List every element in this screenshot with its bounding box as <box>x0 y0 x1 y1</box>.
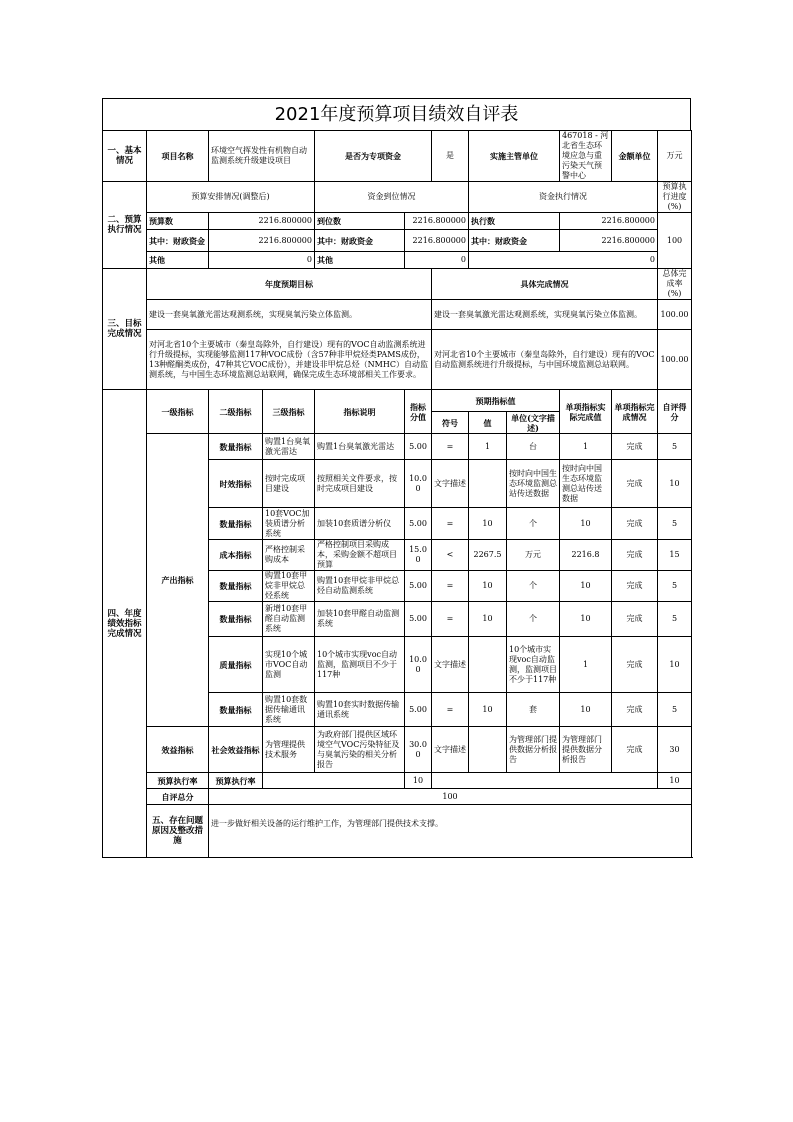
arrived-fiscal-value: 2216.800000 <box>405 230 469 252</box>
arrived-other-value: 0 <box>405 252 469 269</box>
sheet-title: 2021年度预算项目绩效自评表 <box>102 98 691 130</box>
perf-l3: 实现10个城市VOC自动监测 <box>263 637 315 693</box>
perf-status: 完成 <box>612 602 658 637</box>
perf-symbol: < <box>432 540 469 571</box>
perf-symbol: 文字描述 <box>432 727 469 773</box>
perf-l2: 数量指标 <box>209 508 263 540</box>
perf-symbol: 文字描述 <box>432 460 469 508</box>
perf-status: 完成 <box>612 508 658 540</box>
perf-value: 10 <box>469 571 507 602</box>
perf-exec-rate-score: 10 <box>405 773 432 789</box>
perf-self: 15 <box>658 540 692 571</box>
perf-l2: 质量指标 <box>209 637 263 693</box>
goals-section-label: 三、目标完成情况 <box>103 269 147 390</box>
perf-status: 完成 <box>612 727 658 773</box>
perf-l3: 购置10套甲烷非甲烷总烃系统 <box>263 571 315 602</box>
arrived-other-label: 其他 <box>315 252 405 269</box>
perf-status: 完成 <box>612 540 658 571</box>
exec-total-value: 2216.800000 <box>560 213 658 230</box>
perf-l2-header: 二级指标 <box>209 390 263 434</box>
perf-value: 1 <box>469 434 507 460</box>
issues-text: 进一步做好相关设备的运行维护工作，为管理部门提供技术支撑。 <box>209 805 692 858</box>
dept-label: 实施主管单位 <box>469 131 560 182</box>
goal-expected: 建设一套臭氧激光雷达观测系统，实现臭氧污染立体监测。 <box>147 300 432 330</box>
goal-actual: 对河北省10个主要城市（秦皇岛除外，自行建设）现有的VOC自动监测系统进行升级提标，与中国环境监测总站联网。 <box>432 330 658 390</box>
perf-value: 10 <box>469 693 507 727</box>
budget-header-row <box>103 182 692 213</box>
perf-self: 5 <box>658 508 692 540</box>
issues-row <box>103 805 692 858</box>
perf-score: 5.00 <box>405 693 432 727</box>
basic-info-row <box>103 131 692 182</box>
perf-value: 10 <box>469 508 507 540</box>
arrived-total-value: 2216.800000 <box>405 213 469 230</box>
perf-actual: 10 <box>560 508 612 540</box>
perf-symbol: = <box>432 602 469 637</box>
perf-score: 10.00 <box>405 637 432 693</box>
perf-l3: 10套VOC加装质谱分析系统 <box>263 508 315 540</box>
perf-symbol: = <box>432 508 469 540</box>
perf-value-header: 值 <box>469 412 507 434</box>
budget-arrangement-header: 预算安排情况(调整后) <box>147 182 315 213</box>
goal-actual: 建设一套臭氧激光雷达观测系统，实现臭氧污染立体监测。 <box>432 300 658 330</box>
perf-desc: 购置10套实时数据传输通讯系统 <box>315 693 405 727</box>
perf-unit: 台 <box>507 434 560 460</box>
perf-row <box>103 434 692 460</box>
issues-section-label: 五、存在问题原因及整改措施 <box>147 805 209 858</box>
perf-actual: 为管理部门提供数据分析报告 <box>560 727 612 773</box>
perf-self: 5 <box>658 434 692 460</box>
perf-self: 5 <box>658 571 692 602</box>
perf-symbol-header: 符号 <box>432 412 469 434</box>
perf-exec-rate-blank <box>263 773 405 789</box>
goals-actual-header: 具体完成情况 <box>432 269 658 300</box>
perf-l2: 数量指标 <box>209 434 263 460</box>
goal-rate: 100.00 <box>658 330 692 390</box>
perf-l2: 成本指标 <box>209 540 263 571</box>
perf-desc: 10个城市实现voc自动监测，监测项目不少于117种 <box>315 637 405 693</box>
perf-l3: 新增10套甲醛自动监测系统 <box>263 602 315 637</box>
perf-desc: 加装10套甲醛自动监测系统 <box>315 602 405 637</box>
goal-row <box>103 300 692 330</box>
budget-other-value: 0 <box>209 252 315 269</box>
perf-self: 10 <box>658 637 692 693</box>
exec-other-value: 0 <box>469 252 658 269</box>
budget-fiscal-label: 其中：财政资金 <box>147 230 209 252</box>
perf-value <box>469 460 507 508</box>
budget-other-label: 其他 <box>147 252 209 269</box>
budget-progress-value: 100 <box>658 213 692 269</box>
perf-desc: 购置10套甲烷非甲烷总烃自动监测系统 <box>315 571 405 602</box>
perf-actual: 1 <box>560 637 612 693</box>
perf-self: 30 <box>658 727 692 773</box>
perf-l1-benefit: 效益指标 <box>147 727 209 773</box>
perf-l2: 数量指标 <box>209 693 263 727</box>
budget-fiscal-value: 2216.800000 <box>209 230 315 252</box>
goals-expected-header: 年度预期目标 <box>147 269 432 300</box>
perf-unit: 个 <box>507 571 560 602</box>
basic-section-label: 一、基本情况 <box>103 131 147 182</box>
perf-l3: 购置1台臭氧激光雷达 <box>263 434 315 460</box>
perf-unit: 为管理部门提供数据分析报告 <box>507 727 560 773</box>
perf-l2: 数量指标 <box>209 602 263 637</box>
perf-self: 5 <box>658 602 692 637</box>
perf-l3: 购置10套数据传输通讯系统 <box>263 693 315 727</box>
perf-score: 30.00 <box>405 727 432 773</box>
perf-value: 2267.5 <box>469 540 507 571</box>
perf-value <box>469 637 507 693</box>
perf-actual: 1 <box>560 434 612 460</box>
perf-unit: 套 <box>507 693 560 727</box>
perf-desc: 购置1台臭氧激光雷达 <box>315 434 405 460</box>
perf-exec-rate-self: 10 <box>658 773 692 789</box>
perf-symbol: = <box>432 434 469 460</box>
perf-l2: 社会效益指标 <box>209 727 263 773</box>
perf-score: 10.00 <box>405 460 432 508</box>
perf-benefit-row <box>103 727 692 773</box>
perf-score-header: 指标分值 <box>405 390 432 434</box>
perf-score: 5.00 <box>405 434 432 460</box>
special-fund-value: 是 <box>432 131 469 182</box>
perf-desc: 按照相关文件要求，按时完成项目建设 <box>315 460 405 508</box>
perf-exec-rate-blank-2 <box>432 773 658 789</box>
evaluation-table <box>102 130 692 858</box>
perf-desc: 为政府部门提供区域环境空气VOC污染特征及与臭氧污染的相关分析报告 <box>315 727 405 773</box>
perf-actual: 2216.8 <box>560 540 612 571</box>
perf-exec-rate-l2: 预算执行率 <box>209 773 263 789</box>
project-name-value: 环境空气挥发性有机物自动监测系统升级建设项目 <box>209 131 315 182</box>
perf-self: 5 <box>658 693 692 727</box>
perf-score: 5.00 <box>405 571 432 602</box>
perf-exec-rate-l1: 预算执行率 <box>147 773 209 789</box>
budget-arrival-header: 资金到位情况 <box>315 182 469 213</box>
unit-label: 金额单位 <box>612 131 658 182</box>
perf-actual: 按时向中国生态环境监测总站传送数据 <box>560 460 612 508</box>
budget-total-label: 预算数 <box>147 213 209 230</box>
special-fund-label: 是否为专项资金 <box>315 131 432 182</box>
exec-total-label: 执行数 <box>469 213 560 230</box>
perf-status: 完成 <box>612 571 658 602</box>
perf-actual-header: 单项指标实际完成值 <box>560 390 612 434</box>
perf-value <box>469 727 507 773</box>
exec-fiscal-label: 其中：财政资金 <box>469 230 560 252</box>
goal-rate: 100.00 <box>658 300 692 330</box>
project-name-label: 项目名称 <box>147 131 209 182</box>
perf-expected-header: 预期指标值 <box>432 390 560 412</box>
perf-status-header: 单项指标完成情况 <box>612 390 658 434</box>
arrived-total-label: 到位数 <box>315 213 405 230</box>
budget-execution-header: 资金执行情况 <box>469 182 658 213</box>
perf-actual: 10 <box>560 571 612 602</box>
perf-score: 15.00 <box>405 540 432 571</box>
perf-score: 5.00 <box>405 602 432 637</box>
perf-self: 10 <box>658 460 692 508</box>
perf-unit: 个 <box>507 508 560 540</box>
perf-l3: 按时完成项目建设 <box>263 460 315 508</box>
goals-rate-header: 总体完成率(%) <box>658 269 692 300</box>
perf-actual: 10 <box>560 693 612 727</box>
goal-expected: 对河北省10个主要城市（秦皇岛除外，自行建设）现有的VOC自动监测系统进行升级提标，实现能够监测117种VOC成份（含57种非甲烷烃类PAMS成份，13种醛酮类成份，47种其它VOC成份），并建设非甲烷总烃（NMHC）自动监测系统，与中国生态环境监测总站联网，确保完成生态环境部相关工作要求。 <box>147 330 432 390</box>
perf-unit: 个 <box>507 602 560 637</box>
perf-status: 完成 <box>612 460 658 508</box>
perf-status: 完成 <box>612 693 658 727</box>
budget-total-row <box>103 213 692 230</box>
perf-value: 10 <box>469 602 507 637</box>
budget-fiscal-row <box>103 230 692 252</box>
budget-total-value: 2216.800000 <box>209 213 315 230</box>
perf-status: 完成 <box>612 637 658 693</box>
perf-l2: 数量指标 <box>209 571 263 602</box>
budget-other-row <box>103 252 692 269</box>
perf-desc-header: 指标说明 <box>315 390 405 434</box>
exec-fiscal-value: 2216.800000 <box>560 230 658 252</box>
perf-l1-output: 产出指标 <box>147 434 209 727</box>
perf-self-header: 自评得分 <box>658 390 692 434</box>
perf-desc: 严格控制项目采购成本，采购金额不超项目预算 <box>315 540 405 571</box>
perf-l2: 时效指标 <box>209 460 263 508</box>
perf-l3: 严格控制采购成本 <box>263 540 315 571</box>
perf-l3-header: 三级指标 <box>263 390 315 434</box>
perf-total-value: 100 <box>209 789 692 805</box>
arrived-fiscal-label: 其中：财政资金 <box>315 230 405 252</box>
perf-l1-header: 一级指标 <box>147 390 209 434</box>
perf-unit: 万元 <box>507 540 560 571</box>
goal-row <box>103 330 692 390</box>
perf-l3: 为管理提供技术服务 <box>263 727 315 773</box>
perf-symbol: 文字描述 <box>432 637 469 693</box>
perf-desc: 加装10套质谱分析仪 <box>315 508 405 540</box>
unit-value: 万元 <box>658 131 692 182</box>
perf-symbol: = <box>432 693 469 727</box>
budget-section-label: 二、预算执行情况 <box>103 182 147 269</box>
goals-header-row <box>103 269 692 300</box>
perf-unit: 按时向中国生态环境监测总站传送数据 <box>507 460 560 508</box>
perf-total-row <box>103 789 692 805</box>
dept-value: 467018 - 河北省生态环境应急与重污染天气预警中心 <box>560 131 612 182</box>
perf-symbol: = <box>432 571 469 602</box>
perf-score: 5.00 <box>405 508 432 540</box>
budget-progress-header: 预算执行进度(%) <box>658 182 692 213</box>
perf-unit: 10个城市实现voc自动监测，监测项目不少于117种 <box>507 637 560 693</box>
performance-self-evaluation-sheet <box>102 98 691 858</box>
perf-exec-rate-row <box>103 773 692 789</box>
perf-status: 完成 <box>612 434 658 460</box>
perf-unit-header: 单位(文字描述) <box>507 412 560 434</box>
perf-header-row-1 <box>103 390 692 412</box>
perf-total-label: 自评总分 <box>147 789 209 805</box>
perf-section-label: 四、年度绩效指标完成情况 <box>103 390 147 858</box>
perf-actual: 10 <box>560 602 612 637</box>
